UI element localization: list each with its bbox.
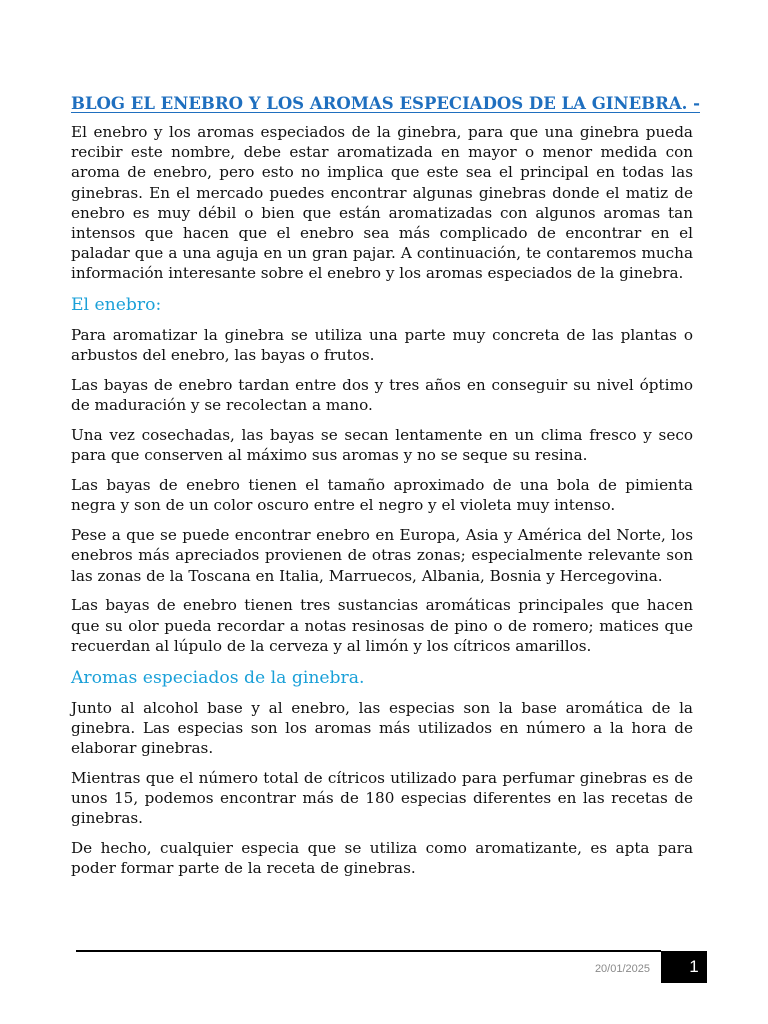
document-title: BLOG EL ENEBRO Y LOS AROMAS ESPECIADOS DE LA GINEBRA. - [71, 94, 700, 113]
section-heading-aromas: Aromas especiados de la ginebra. [71, 667, 365, 688]
paragraph: Para aromatizar la ginebra se utiliza una parte muy concreta de las plantas o arbustos del enebro, las bayas o frutos. [71, 326, 693, 365]
footer-divider [76, 950, 661, 952]
paragraph: Las bayas de enebro tienen tres sustancias aromáticas principales que hacen que su olor pueda recordar a notas resinosas de pino o de romero; matices que recuerdan al lúpulo de la cerveza y al limón y los cítricos amarillos. [71, 596, 693, 655]
paragraph: Junto al alcohol base y al enebro, las especias son la base aromática de la ginebra. Las especias son los aromas más utilizados en número a la hora de elaborar ginebras. [71, 698, 693, 758]
paragraph: Mientras que el número total de cítricos utilizado para perfumar ginebras es de unos 15, podemos encontrar más de 180 especias diferentes en las recetas de ginebras. [71, 768, 693, 828]
paragraph: De hecho, cualquier especia que se utiliza como aromatizante, es apta para poder formar parte de la receta de ginebras. [71, 839, 693, 878]
paragraph: Las bayas de enebro tardan entre dos y tres años en conseguir su nivel óptimo de maduración y se recolectan a mano. [71, 376, 693, 415]
paragraph: Las bayas de enebro tienen el tamaño aproximado de una bola de pimienta negra y son de un color oscuro entre el negro y el violeta muy intenso. [71, 476, 693, 515]
paragraph: Una vez cosechadas, las bayas se secan lentamente en un clima fresco y seco para que conserven al máximo sus aromas y no se seque su resina. [71, 426, 693, 465]
document-page [71, 92, 700, 888]
section-heading-enebro: El enebro: [71, 295, 162, 316]
intro-paragraph: El enebro y los aromas especiados de la ginebra, para que una ginebra pueda recibir este nombre, debe estar aromatizada en mayor o menor medida con aroma de enebro, pero esto no implica que este sea el principal en todas las ginebras. En el mercado puedes encontrar algunas ginebras donde el matiz de enebro es muy débil o bien que están aromatizadas con algunos aromas tan intensos que hacen que el enebro sea más complicado de encontrar en el paladar que a una aguja en un gran pajar. A continuación, te contaremos mucha información interesante sobre el enebro y los aromas especiados de la ginebra. [71, 123, 693, 283]
paragraph: Pese a que se puede encontrar enebro en Europa, Asia y América del Norte, los enebros más apreciados provienen de otras zonas; especialmente relevante son las zonas de la Toscana en Italia, Marruecos, Albania, Bosnia y Hercegovina. [71, 526, 693, 585]
footer-date: 20/01/2025 [594, 963, 650, 975]
page-number-badge: 1 [661, 951, 707, 983]
